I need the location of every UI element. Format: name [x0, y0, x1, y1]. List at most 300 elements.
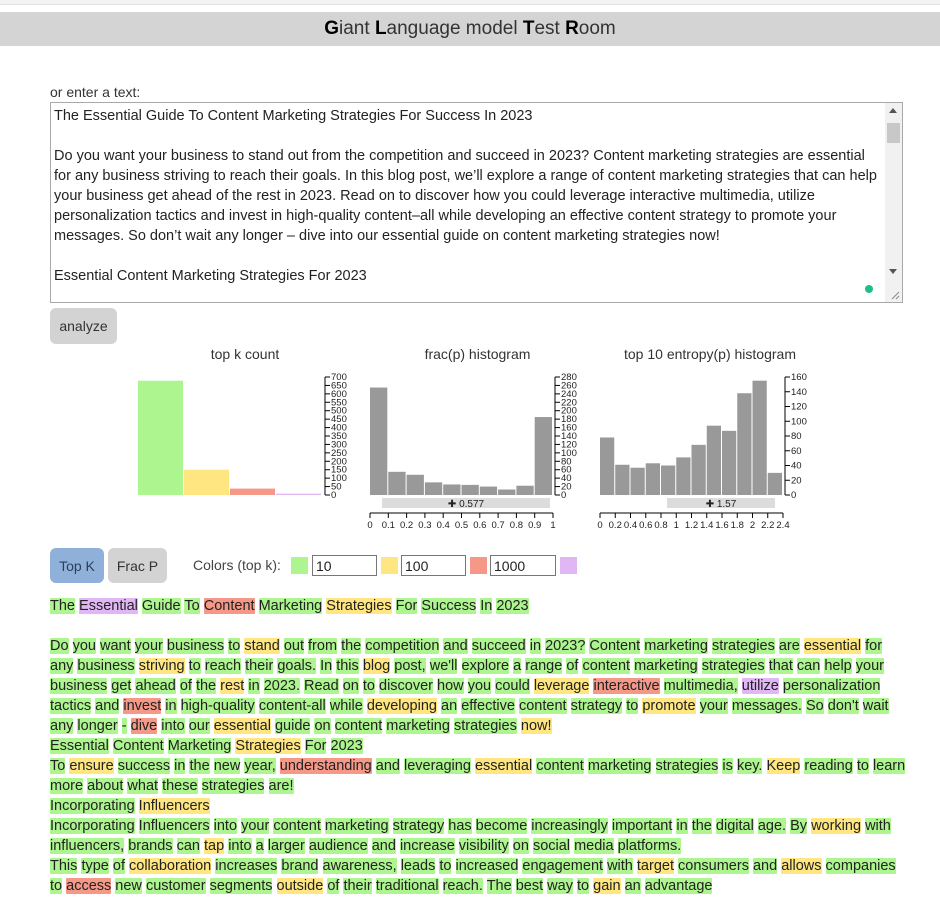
token[interactable]: content	[518, 698, 567, 714]
token[interactable]: influencers,	[50, 838, 125, 854]
token[interactable]: way	[547, 878, 573, 894]
token[interactable]: to	[856, 758, 869, 774]
token[interactable]: ahead	[135, 678, 176, 694]
entropy-bar	[600, 437, 614, 495]
token[interactable]: utilize	[741, 678, 779, 694]
text-input-content[interactable]: The Essential Guide To Content Marketing Strategies For Success In 2023 Do you want your business to stand out from the competition and succeed in 2023? Content marketing strategies are essential for any business striving to reach their goals. In this blog post, we’ll explore a range of content marketing strategies that can help your business get ahead of the rest in 2023. Read on to discover how you could leverage interactive multimedia, utilize personalization tactics and invest in high-quality content–all while developing an effective content strategy to promote your messages. So don’t wait any longer – dive into our essential guide on content marketing strategies now! Essential Content Marketing Strategies For 2023	[54, 108, 877, 284]
token[interactable]: your	[241, 818, 270, 834]
token[interactable]: personalization	[782, 678, 881, 694]
token[interactable]: longer	[77, 718, 118, 734]
token[interactable]: working	[811, 818, 862, 834]
frac-y-tick-label: 160	[561, 422, 577, 434]
token[interactable]: leveraging	[403, 758, 471, 774]
resize-grip-icon[interactable]	[890, 290, 900, 300]
token[interactable]: content-all	[258, 698, 326, 714]
frac-x-tick-label: 0.3	[418, 520, 432, 531]
token[interactable]: allows	[781, 858, 822, 874]
scroll-up-icon[interactable]	[889, 108, 897, 113]
entropy-slider-label: ✚ 1.57	[705, 499, 737, 510]
token[interactable]: their	[343, 878, 372, 894]
token[interactable]: content	[536, 758, 584, 774]
token[interactable]: range	[525, 658, 563, 674]
scroll-thumb[interactable]	[887, 123, 900, 143]
token[interactable]: guide	[274, 718, 311, 734]
topk-y-tick-label: 350	[331, 431, 347, 442]
token[interactable]: essential	[213, 718, 271, 734]
color-swatch-green[interactable]	[291, 557, 308, 574]
token[interactable]: to	[626, 698, 639, 714]
token[interactable]: For	[304, 738, 327, 754]
token[interactable]: strategies	[201, 778, 265, 794]
token[interactable]: developing	[366, 698, 437, 714]
frac-y-tick-label: 200	[561, 405, 577, 417]
token[interactable]: awareness,	[322, 858, 397, 874]
token[interactable]: brands	[128, 838, 173, 854]
topk-y-tick-label: 700	[331, 372, 347, 383]
token[interactable]: goals.	[277, 658, 317, 674]
token[interactable]: from	[308, 638, 338, 654]
token[interactable]: your	[699, 698, 728, 714]
entropy-bar	[615, 465, 629, 495]
color-swatch-red[interactable]	[470, 557, 487, 574]
token[interactable]: don't	[827, 698, 859, 714]
frac-x-tick-label: 0	[367, 520, 373, 531]
token[interactable]: interactive	[593, 678, 660, 694]
token[interactable]: key.	[736, 758, 763, 774]
token[interactable]: ensure	[69, 758, 114, 774]
token[interactable]: you	[467, 678, 492, 694]
entropy-bar	[676, 457, 690, 495]
token[interactable]: are	[778, 638, 800, 654]
color-swatch-yellow[interactable]	[381, 557, 398, 574]
token[interactable]: post,	[394, 658, 426, 674]
entropy-chart[interactable]	[592, 368, 832, 536]
token[interactable]: competition	[365, 638, 440, 654]
frac-y-tick-label: 140	[561, 431, 577, 442]
token[interactable]: business	[50, 678, 108, 694]
token[interactable]: Do	[50, 638, 69, 654]
token[interactable]: companies	[825, 858, 896, 874]
token[interactable]: the	[691, 818, 712, 834]
topk-y-tick-label: 250	[331, 447, 347, 459]
token[interactable]: Strategies	[326, 598, 392, 614]
mode-fracp-button[interactable]: Frac P	[108, 548, 167, 583]
topk-bar	[230, 489, 275, 495]
token[interactable]: while	[329, 698, 363, 714]
token[interactable]: multimedia,	[663, 678, 738, 694]
token[interactable]: with	[607, 858, 633, 874]
token[interactable]: in	[174, 758, 186, 774]
token[interactable]: and	[443, 638, 468, 654]
token[interactable]: get	[111, 678, 132, 694]
token[interactable]: audience	[308, 838, 368, 854]
token[interactable]: out	[283, 638, 304, 654]
token[interactable]: platforms.	[617, 838, 682, 854]
token[interactable]: dive	[130, 718, 158, 734]
token[interactable]: strategy	[570, 698, 623, 714]
color-swatch-purple[interactable]	[560, 557, 577, 574]
token[interactable]: larger	[267, 838, 305, 854]
token[interactable]: this	[336, 658, 359, 674]
token[interactable]: in	[165, 698, 177, 714]
token[interactable]: of	[179, 678, 192, 694]
token[interactable]: what	[127, 778, 159, 794]
topk-y-tick-label: 200	[331, 456, 347, 468]
token[interactable]: become	[475, 818, 528, 834]
token[interactable]: discover	[379, 678, 434, 694]
topk-y-tick-label: 400	[331, 422, 347, 434]
entropy-bar	[722, 431, 736, 495]
token[interactable]: that	[768, 658, 793, 674]
token[interactable]: Content	[203, 598, 255, 614]
token[interactable]: reach	[204, 658, 242, 674]
entropy-bar	[692, 445, 706, 495]
token[interactable]: the	[195, 678, 217, 694]
analyze-button[interactable]: analyze	[50, 308, 117, 344]
token[interactable]: new	[213, 758, 241, 774]
frac-bar	[462, 485, 479, 495]
token[interactable]: 2023	[496, 598, 529, 614]
token[interactable]: in	[529, 638, 542, 654]
token[interactable]: strategies	[655, 758, 719, 774]
frac-bar	[480, 487, 497, 495]
token[interactable]: on	[342, 678, 359, 694]
entropy-y-tick-label: 40	[791, 460, 802, 472]
token[interactable]: engagement	[522, 858, 604, 874]
token[interactable]: The	[486, 878, 512, 894]
token[interactable]: and	[375, 758, 400, 774]
entropy-y-tick-label: 80	[791, 431, 802, 442]
token[interactable]: strategies	[453, 718, 517, 734]
text-input-label: or enter a text:	[50, 84, 141, 100]
token[interactable]: important	[611, 818, 673, 834]
token[interactable]: to	[362, 678, 375, 694]
token[interactable]: increases	[215, 858, 278, 874]
token[interactable]: essential	[474, 758, 533, 774]
frac-bar	[498, 490, 515, 495]
token[interactable]: The	[50, 598, 75, 614]
token[interactable]: in	[676, 818, 688, 834]
token[interactable]: Essential	[79, 598, 138, 614]
token[interactable]: In	[320, 658, 333, 674]
token[interactable]: a	[255, 838, 264, 854]
token[interactable]: our	[188, 718, 210, 734]
token[interactable]: 2023?	[545, 638, 586, 654]
token[interactable]: To	[50, 758, 66, 774]
frac-slider-label: ✚ 0.577	[447, 499, 485, 510]
threshold-input-2[interactable]: 100	[401, 555, 466, 576]
frac-x-tick-label: 0.5	[454, 520, 469, 531]
token[interactable]: these	[162, 778, 198, 794]
token[interactable]: increasingly	[531, 818, 608, 834]
frac-y-tick-label: 260	[561, 380, 577, 392]
token[interactable]: to	[439, 858, 452, 874]
token[interactable]: Success	[421, 598, 477, 614]
token[interactable]: a	[513, 658, 522, 674]
entropy-x-tick-label: 1	[673, 520, 679, 531]
token[interactable]: high-quality	[180, 698, 255, 714]
token[interactable]: striving	[138, 658, 185, 674]
token[interactable]: want	[100, 638, 131, 654]
token[interactable]: the	[189, 758, 210, 774]
token[interactable]: of	[566, 658, 579, 674]
token[interactable]: This	[50, 858, 78, 874]
frac-bar	[370, 388, 387, 495]
topk-y-tick-label: 0	[331, 490, 337, 501]
token[interactable]: tactics	[50, 698, 92, 714]
token[interactable]: we'll	[429, 658, 458, 674]
entropy-y-tick-label: 120	[791, 401, 807, 413]
token[interactable]: Strategies	[235, 738, 301, 754]
token[interactable]: reach.	[442, 878, 483, 894]
token[interactable]: For	[395, 598, 418, 614]
token[interactable]: content	[273, 818, 321, 834]
entropy-bar	[768, 473, 782, 495]
entropy-y-tick-label: 140	[791, 386, 807, 398]
frac-y-tick-label: 280	[561, 372, 577, 383]
token[interactable]: brand	[281, 858, 319, 874]
token[interactable]: into	[213, 818, 238, 834]
token[interactable]: blog	[362, 658, 391, 674]
threshold-input-3[interactable]: 1000	[490, 555, 556, 576]
token[interactable]: their	[245, 658, 274, 674]
token[interactable]: can	[176, 838, 200, 854]
token[interactable]: invest	[123, 698, 162, 714]
token[interactable]: about	[87, 778, 124, 794]
token[interactable]: in	[248, 678, 260, 694]
topk-y-tick-label: 150	[331, 464, 347, 476]
token[interactable]: best	[515, 878, 544, 894]
token[interactable]: your	[134, 638, 163, 654]
token[interactable]: strategies	[701, 658, 765, 674]
token[interactable]: to	[577, 878, 590, 894]
frac-y-tick-label: 80	[561, 456, 572, 468]
token[interactable]: 2023.	[263, 678, 300, 694]
token[interactable]: is	[722, 758, 733, 774]
token[interactable]: an	[441, 698, 458, 714]
token[interactable]: visibility	[458, 838, 509, 854]
token[interactable]: marketing	[634, 658, 698, 674]
token[interactable]: you	[72, 638, 96, 654]
token[interactable]: can	[796, 658, 821, 674]
token[interactable]: to	[188, 658, 201, 674]
token[interactable]: marketing	[587, 758, 652, 774]
token[interactable]: type	[81, 858, 109, 874]
token[interactable]: collaboration	[129, 858, 212, 874]
text-input[interactable]	[50, 102, 903, 303]
token[interactable]: on	[314, 718, 331, 734]
topk-y-tick-label: 650	[331, 380, 347, 392]
token[interactable]: To	[184, 598, 200, 614]
token[interactable]: your	[855, 658, 884, 674]
scroll-down-icon[interactable]	[889, 269, 897, 274]
token[interactable]: gain	[593, 878, 621, 894]
topk-chart	[130, 368, 360, 504]
entropy-bar	[737, 393, 751, 495]
topk-y-tick-label: 300	[331, 439, 347, 451]
token[interactable]: Incorporating	[50, 798, 135, 814]
token[interactable]: Influencers	[138, 798, 210, 814]
token[interactable]: leverage	[533, 678, 590, 694]
topk-bar	[138, 381, 183, 495]
entropy-chart-title: top 10 entropy(p) histogram	[624, 346, 796, 362]
entropy-y-tick-label: 20	[791, 475, 802, 487]
entropy-x-tick-label: 0.8	[654, 520, 668, 531]
entropy-x-tick-label: 2	[749, 520, 756, 531]
token[interactable]: success	[117, 758, 171, 774]
topk-bar	[184, 470, 229, 495]
frac-chart-title: frac(p) histogram	[424, 346, 531, 362]
token[interactable]: are!	[268, 778, 294, 794]
mode-topk-button[interactable]: Top K	[50, 548, 104, 583]
token[interactable]: year,	[244, 758, 276, 774]
status-dot-icon	[865, 285, 873, 293]
token[interactable]: new	[115, 878, 142, 894]
token[interactable]: advantage	[644, 878, 713, 894]
token[interactable]: messages.	[731, 698, 802, 714]
frac-bar	[425, 482, 442, 495]
token[interactable]: increased	[455, 858, 519, 874]
token[interactable]: tap	[203, 838, 225, 854]
token[interactable]: digital	[715, 818, 754, 834]
token[interactable]: succeed	[471, 638, 526, 654]
token[interactable]: learn	[872, 758, 906, 774]
entropy-y-tick-label: 160	[791, 372, 807, 383]
token[interactable]: understanding	[279, 758, 372, 774]
token[interactable]: any	[50, 718, 74, 734]
token[interactable]: Essential	[50, 738, 109, 754]
token[interactable]: reading	[804, 758, 853, 774]
token[interactable]: strategies	[711, 638, 775, 654]
token[interactable]: content	[334, 718, 383, 734]
threshold-input-1[interactable]: 10	[312, 555, 377, 576]
token[interactable]: essential	[803, 638, 862, 654]
token[interactable]: leads	[400, 858, 436, 874]
token[interactable]: on	[512, 838, 529, 854]
token[interactable]: of	[327, 878, 340, 894]
token[interactable]: of	[112, 858, 125, 874]
token[interactable]: -	[121, 718, 127, 734]
token[interactable]: stand	[244, 638, 280, 654]
token[interactable]: how	[437, 678, 464, 694]
token[interactable]: Incorporating	[50, 818, 135, 834]
token[interactable]: Influencers	[138, 818, 210, 834]
token[interactable]: strategy	[392, 818, 445, 834]
token[interactable]: promote	[642, 698, 696, 714]
token[interactable]: for	[865, 638, 883, 654]
topk-y-tick-label: 550	[331, 397, 347, 409]
frac-x-tick-label: 0.8	[509, 520, 524, 531]
frac-y-tick-label: 0	[561, 490, 567, 501]
frac-bar	[516, 486, 533, 495]
token[interactable]: Keep	[766, 758, 801, 774]
token[interactable]: outside	[276, 878, 324, 894]
entropy-y-tick-label: 0	[791, 490, 797, 501]
token[interactable]: consumers	[678, 858, 749, 874]
token[interactable]: age.	[757, 818, 787, 834]
token[interactable]: Content	[589, 638, 641, 654]
token[interactable]: effective	[461, 698, 515, 714]
frac-y-tick-label: 220	[561, 397, 577, 409]
token[interactable]: business	[166, 638, 225, 654]
token[interactable]: with	[865, 818, 891, 834]
token[interactable]: rest	[220, 678, 245, 694]
token[interactable]: traditional	[375, 878, 439, 894]
token[interactable]: into	[228, 838, 252, 854]
token[interactable]: has	[448, 818, 472, 834]
entropy-bar	[646, 463, 660, 495]
token[interactable]: Marketing	[258, 598, 323, 614]
token[interactable]: business	[77, 658, 135, 674]
text-input-scrollbar[interactable]	[885, 103, 902, 302]
frac-bar	[407, 475, 424, 495]
token[interactable]: media	[574, 838, 614, 854]
frac-y-tick-label: 100	[561, 447, 577, 459]
token[interactable]: could	[495, 678, 530, 694]
token[interactable]: target	[636, 858, 674, 874]
entropy-x-tick-label: 1.8	[730, 520, 744, 531]
topk-bar	[276, 494, 321, 495]
token[interactable]: any	[50, 658, 74, 674]
token[interactable]: an	[624, 878, 641, 894]
entropy-bar	[753, 381, 767, 495]
frac-x-tick-label: 0.9	[528, 520, 542, 531]
topk-y-tick-label: 450	[331, 414, 347, 426]
token[interactable]: marketing	[324, 818, 389, 834]
token[interactable]: to	[50, 878, 63, 894]
token[interactable]: more	[50, 778, 84, 794]
token[interactable]: marketing	[386, 718, 450, 734]
token[interactable]: Content	[112, 738, 164, 754]
token[interactable]: So	[805, 698, 824, 714]
frac-x-tick-label: 0.1	[381, 520, 395, 531]
frac-y-tick-label: 240	[561, 388, 577, 400]
token-highlight-output	[50, 596, 906, 896]
colors-label: Colors (top k):	[193, 557, 281, 573]
token[interactable]: now!	[520, 718, 552, 734]
token[interactable]: to	[228, 638, 241, 654]
token[interactable]: and	[371, 838, 396, 854]
token[interactable]: and	[95, 698, 120, 714]
topk-y-tick-label: 50	[331, 481, 342, 493]
frac-x-tick-label: 1	[550, 520, 556, 531]
token[interactable]: help	[824, 658, 852, 674]
token[interactable]: access	[66, 878, 112, 894]
token[interactable]: and	[752, 858, 778, 874]
token[interactable]: into	[161, 718, 185, 734]
token[interactable]: By	[790, 818, 808, 834]
token[interactable]: 2023	[330, 738, 363, 754]
frac-y-tick-label: 20	[561, 481, 572, 493]
token[interactable]: marketing	[644, 638, 708, 654]
frac-bar	[388, 472, 405, 495]
entropy-x-tick-label: 0.6	[639, 520, 653, 531]
token[interactable]: the	[341, 638, 362, 654]
token[interactable]: explore	[461, 658, 510, 674]
token[interactable]: In	[480, 598, 493, 614]
token[interactable]: wait	[862, 698, 889, 714]
frac-chart[interactable]	[360, 368, 590, 536]
frac-y-tick-label: 120	[561, 439, 577, 451]
token[interactable]: Read	[304, 678, 339, 694]
token[interactable]: Marketing	[167, 738, 232, 754]
token[interactable]: increase	[399, 838, 455, 854]
token[interactable]: social	[532, 838, 571, 854]
token[interactable]: content	[582, 658, 631, 674]
token[interactable]: segments	[209, 878, 273, 894]
token[interactable]: customer	[145, 878, 206, 894]
token[interactable]: Guide	[141, 598, 181, 614]
